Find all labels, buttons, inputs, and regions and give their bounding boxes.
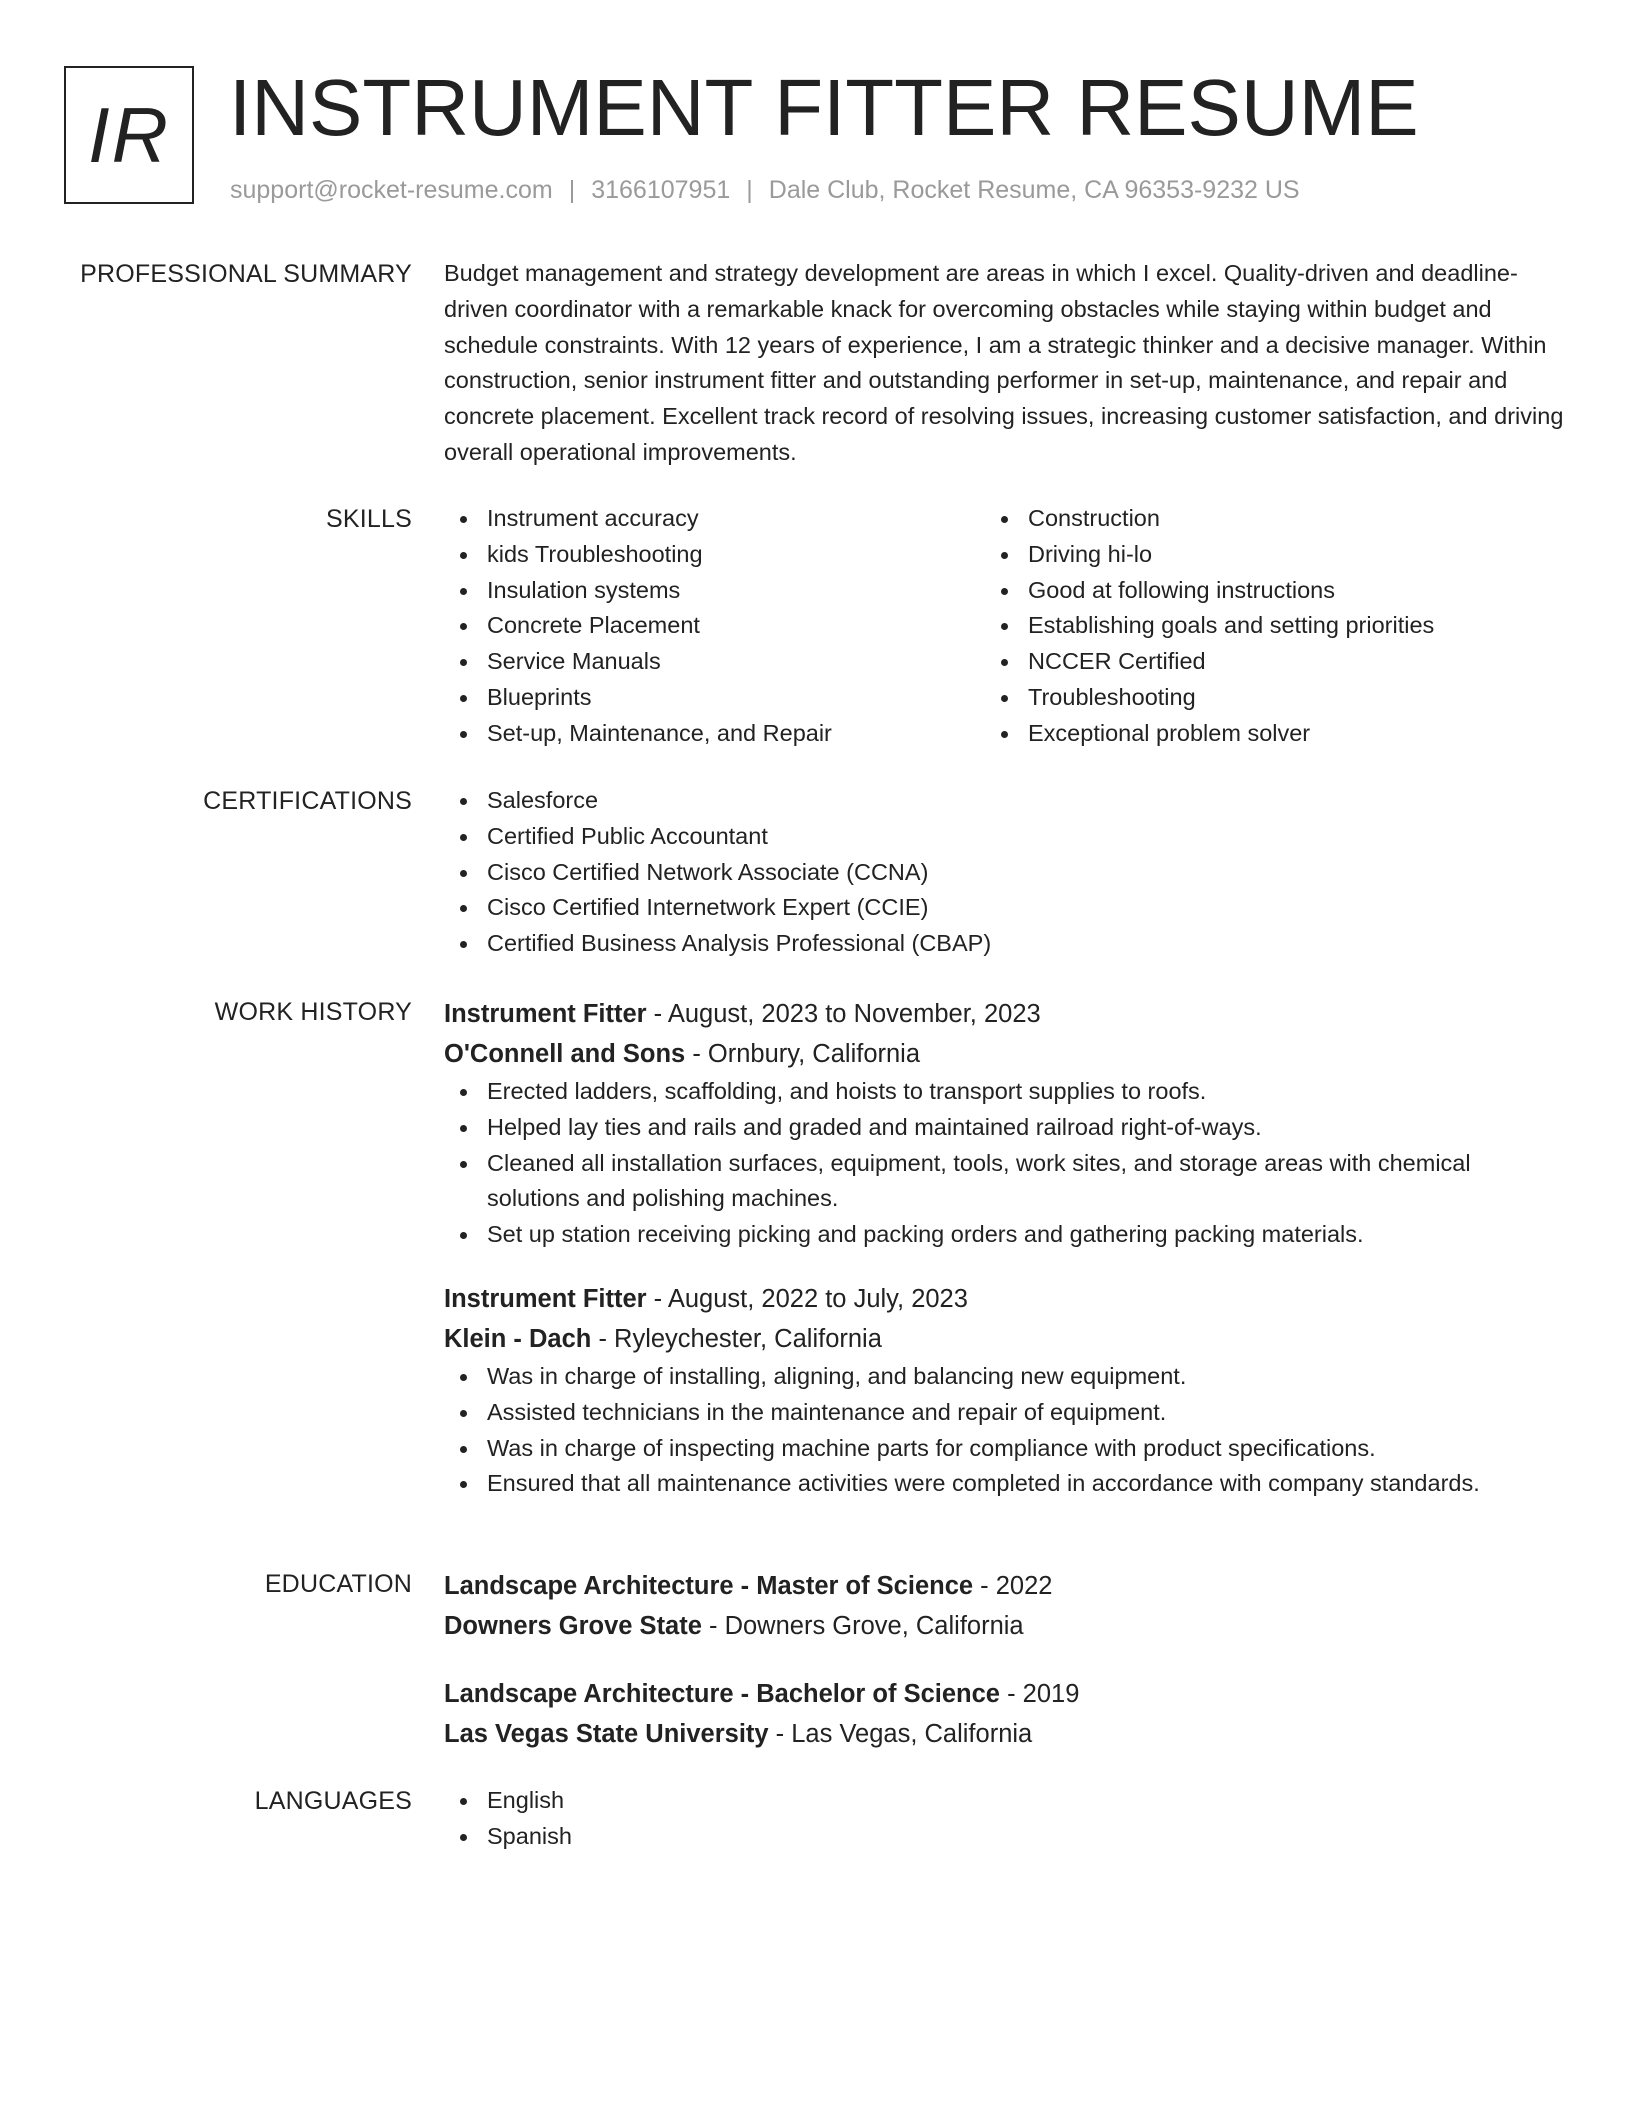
contact-address: Dale Club, Rocket Resume, CA 96353-9232 US <box>768 176 1300 204</box>
education-year: - 2022 <box>973 1572 1053 1600</box>
contact-email[interactable]: support@rocket-resume.com <box>230 176 553 204</box>
certification-item: Certified Business Analysis Professional (CBAP) <box>444 926 1564 962</box>
contact-line <box>230 174 1300 206</box>
education-year: - 2019 <box>999 1680 1080 1708</box>
skill-item: Set-up, Maintenance, and Repair <box>444 716 984 752</box>
skill-item: Exceptional problem solver <box>985 716 1525 752</box>
job-title-line <box>444 994 1564 1034</box>
contact-separator: | <box>568 176 576 204</box>
education-degree: Landscape Architecture - Master of Science <box>444 1572 974 1600</box>
section-label-summary: PROFESSIONAL SUMMARY <box>80 260 412 288</box>
skill-item: Good at following instructions <box>985 573 1525 609</box>
work-content <box>444 994 1564 1502</box>
job-duty: Was in charge of installing, aligning, and balancing new equipment. <box>444 1359 1564 1395</box>
job-title: Instrument Fitter <box>444 1000 647 1028</box>
languages-content <box>444 1783 1564 1855</box>
skill-item: Insulation systems <box>444 573 984 609</box>
section-label-certifications: CERTIFICATIONS <box>203 787 412 815</box>
skill-item: Blueprints <box>444 680 984 716</box>
job-location: - Ornbury, California <box>685 1040 921 1068</box>
job-duty: Erected ladders, scaffolding, and hoists to transport supplies to roofs. <box>444 1074 1564 1110</box>
certification-item: Salesforce <box>444 783 1564 819</box>
language-item: Spanish <box>444 1819 1564 1855</box>
summary-content <box>444 256 1564 471</box>
job-duty: Set up station receiving picking and packing orders and gathering packing materials. <box>444 1217 1564 1253</box>
skill-item: Construction <box>985 501 1525 537</box>
job-entry <box>444 994 1564 1253</box>
job-company: Klein - Dach <box>444 1324 592 1353</box>
job-entry <box>444 1279 1564 1502</box>
section-label-skills: SKILLS <box>326 505 412 533</box>
job-title: Instrument Fitter <box>444 1284 647 1313</box>
skill-item: Establishing goals and setting priorities <box>985 608 1525 644</box>
education-entry <box>444 1566 1564 1646</box>
summary-text: Budget management and strategy development are areas in which I excel. Quality-driven and deadline-driven coordinator with a remarkable knack for overcoming obstacles while staying within budget and schedule constraints. With 12 years of experience, I am a strategic thinker and a decisive manager. Within construction, senior instrument fitter and outstanding performer in set-up, maintenance, and repair and concrete placement. Excellent track record of resolving issues, increasing customer satisfaction, and driving overall operational improvements. <box>444 260 1564 465</box>
education-degree-line <box>444 1566 1564 1606</box>
education-school: Las Vegas State University <box>444 1720 769 1748</box>
education-degree-line <box>444 1674 1564 1714</box>
skill-item: Troubleshooting <box>985 680 1525 716</box>
education-entry <box>444 1674 1564 1754</box>
education-school-line <box>444 1714 1564 1754</box>
languages-list <box>444 1783 1564 1855</box>
language-item: English <box>444 1783 1564 1819</box>
job-dates: - August, 2022 to July, 2023 <box>646 1284 968 1313</box>
skill-item: Concrete Placement <box>444 608 984 644</box>
contact-separator: | <box>746 176 753 204</box>
job-duty: Ensured that all maintenance activities were completed in accordance with company standards. <box>444 1466 1564 1502</box>
job-duties-list <box>444 1359 1564 1502</box>
job-duty: Cleaned all installation surfaces, equipment, tools, work sites, and storage areas with chemical solutions and polishing machines. <box>444 1146 1564 1218</box>
monogram-badge: IR <box>64 66 194 204</box>
skill-item: Service Manuals <box>444 644 984 680</box>
skill-item: Driving hi-lo <box>985 537 1525 573</box>
skill-item: Instrument accuracy <box>444 501 984 537</box>
job-dates: - August, 2023 to November, 2023 <box>646 1000 1041 1028</box>
skills-list-left <box>444 501 984 752</box>
certification-item: Certified Public Accountant <box>444 819 1564 855</box>
education-school: Downers Grove State <box>444 1612 702 1640</box>
certifications-list <box>444 783 1564 962</box>
skill-item: NCCER Certified <box>985 644 1525 680</box>
job-company-line <box>444 1319 1564 1359</box>
job-location: - Ryleychester, California <box>591 1324 882 1353</box>
education-degree: Landscape Architecture - Bachelor of Science <box>444 1680 1000 1708</box>
education-content <box>444 1566 1564 1754</box>
education-school-line <box>444 1606 1564 1646</box>
skill-item: kids Troubleshooting <box>444 537 984 573</box>
education-location: - Las Vegas, California <box>768 1720 1033 1748</box>
certification-item: Cisco Certified Network Associate (CCNA) <box>444 855 1564 891</box>
job-duty: Assisted technicians in the maintenance and repair of equipment. <box>444 1395 1564 1431</box>
job-title-line <box>444 1279 1564 1319</box>
job-company-line <box>444 1034 1564 1074</box>
job-duty: Helped lay ties and rails and graded and maintained railroad right-of-ways. <box>444 1110 1564 1146</box>
job-duty: Was in charge of inspecting machine parts for compliance with product specifications. <box>444 1431 1564 1467</box>
certification-item: Cisco Certified Internetwork Expert (CCIE) <box>444 890 1564 926</box>
section-label-languages: LANGUAGES <box>254 1787 412 1815</box>
section-label-work: WORK HISTORY <box>214 998 412 1026</box>
resume-title: INSTRUMENT FITTER RESUME <box>229 63 1419 152</box>
certifications-content <box>444 783 1564 962</box>
job-company: O'Connell and Sons <box>444 1040 686 1068</box>
contact-phone[interactable]: 3166107951 <box>591 176 731 204</box>
section-label-education: EDUCATION <box>264 1570 412 1598</box>
skills-list-right <box>985 501 1525 752</box>
resume-header <box>64 63 1564 216</box>
education-location: - Downers Grove, California <box>701 1612 1024 1640</box>
job-duties-list <box>444 1074 1564 1253</box>
